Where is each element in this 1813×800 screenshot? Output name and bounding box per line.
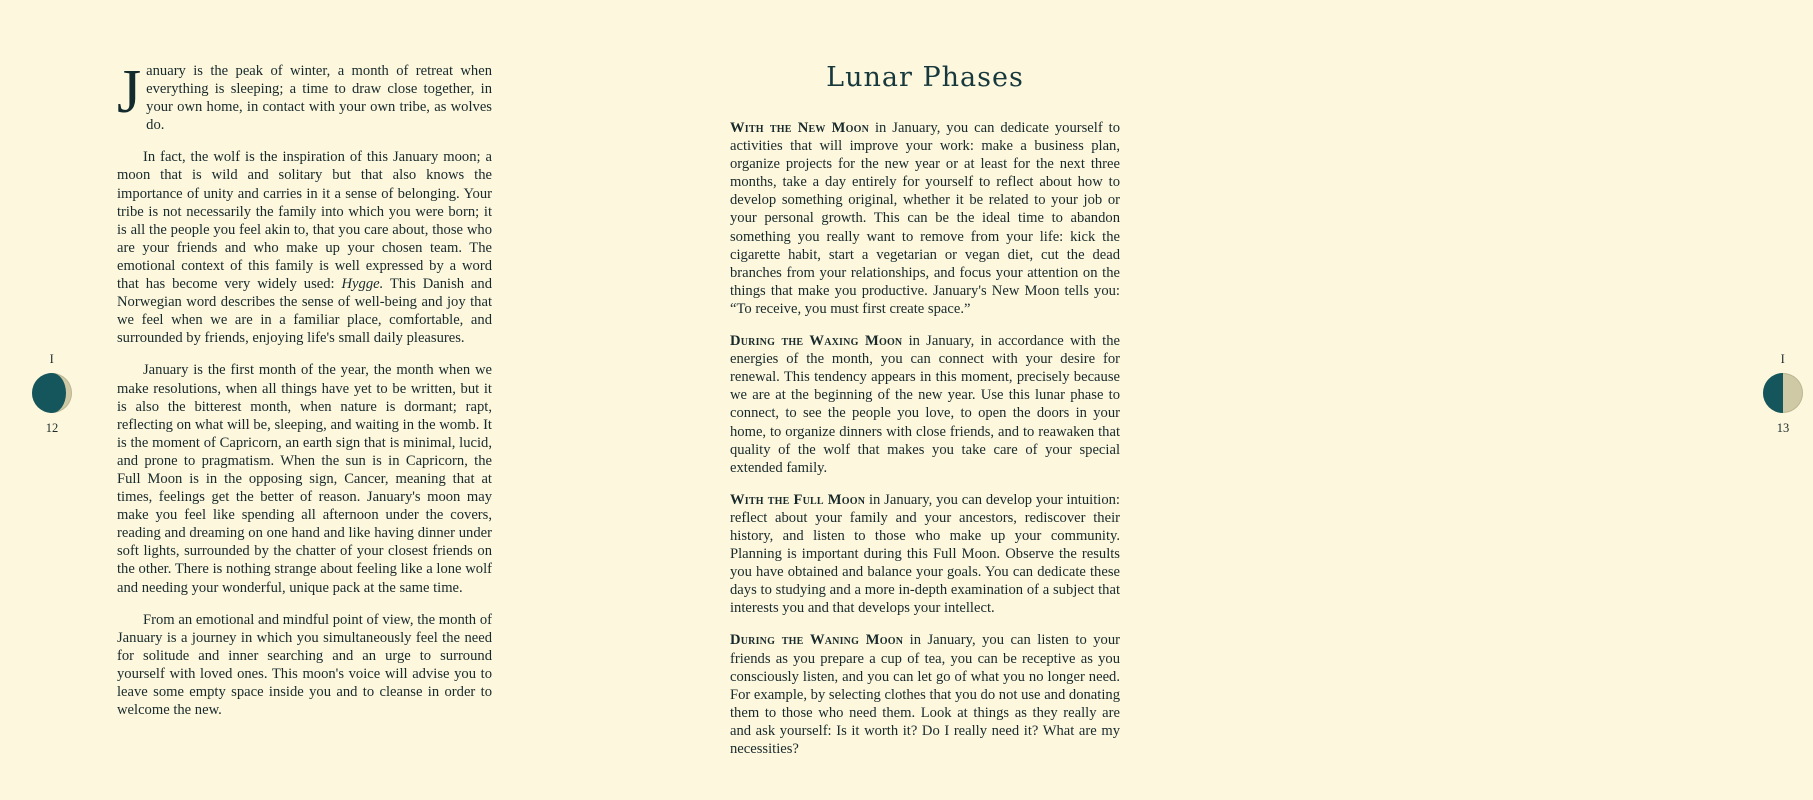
section-waxing-moon-body: in January, in accordance with the energies of the month, you can connect with your desire for renewal. This tendency appears in this moment, precisely because we are at the beginning of the new year. Use this lunar phase to connect, to see the people you love, to open the doors in your home, to organize dinners with close friends, and to reawaken that quality of the wolf that makes you take care of your special extended family. bbox=[730, 333, 1120, 476]
section-new-moon-paragraph bbox=[730, 119, 1120, 318]
section-waning-moon-body: in January, you can listen to your friends as you prepare a cup of tea, you can be receptive as you consciously listen, and you can let go of what you no longer need. For example, by selecting clothes that you do not use and donating them to those who need them. Look at things as they really are and ask yourself: Is it worth it? Do I really need it? What are my necessities? bbox=[730, 632, 1120, 757]
section-full-moon-paragraph bbox=[730, 491, 1120, 618]
section-new-moon-body: in January, you can dedicate yourself to activities that will improve your work: make a business plan, organize projects for the new year or at least for the next three months, take a day entirely for yourself to reflect about how to develop something original, whether it be related to your job or your personal growth. This can be the ideal time to abandon something you really want to remove from your life: kick the cigarette habit, start a vegetarian or vegan diet, cut the dead branches from your relationships, and focus your attention on the things that make you productive. January's New Moon tells you: “To receive, you must first create space.” bbox=[730, 120, 1120, 317]
paragraph-wolf-text-2: This Danish and Norwegian word describes the sense of well-being and joy that we feel when we are in a familiar place, comfortable, and surrounded by friends, enjoying life's small daily pleasures. bbox=[117, 276, 493, 347]
right-page bbox=[612, 0, 1790, 800]
section-full-moon bbox=[730, 491, 1120, 618]
left-text-column bbox=[117, 58, 493, 719]
half-moon-icon bbox=[32, 373, 72, 413]
drop-cap: J bbox=[117, 58, 142, 126]
chapter-roman-numeral: I bbox=[49, 352, 55, 366]
section-full-moon-body: in January, you can develop your intuition: reflect about your family and your ancestors, rediscover their history, and listen to those who make up your community. Planning is important during this Full Moon. Observe the results you have obtained and balance your goals. You can dedicate these days to studying and a more in-depth examination of a subject that interests you and that develops your intellect. bbox=[730, 491, 1120, 617]
paragraph-emotional: From an emotional and mindful point of view, the month of January is a journey in which you simultaneously feel the need for solitude and inner searching and an urge to surround yourself with loved ones. This moon's voice will advise you to leave some empty space inside you and to cleanse in order to welcome the new. bbox=[117, 611, 492, 719]
section-waxing-moon-lead: During the Waxing Moon bbox=[730, 333, 903, 350]
left-page bbox=[0, 0, 612, 800]
section-waning-moon-paragraph bbox=[730, 631, 1120, 758]
paragraph-opening-text: anuary is the peak of winter, a month of retreat when everything is sleeping; a time to draw close together, in your own home, in contact with your own tribe, as wolves do. bbox=[146, 63, 492, 134]
section-new-moon-lead: With the New Moon bbox=[730, 120, 870, 136]
half-moon-icon bbox=[1763, 373, 1803, 413]
page-number-right: 13 bbox=[1776, 421, 1790, 435]
page-title: Lunar Phases bbox=[826, 62, 1024, 93]
right-text-column bbox=[730, 62, 1120, 772]
paragraph-first-month: January is the first month of the year, the month when we make resolutions, when all things have yet to be written, but it is also the bitterest month, when nature is dormant; rapt, reflecting on what will be, sleeping, and waiting in the womb. It is the moment of Capricorn, an earth sign that is minimal, lucid, and prone to pragmatism. When the sun is in Capricorn, the Full Moon is in the opposing sign, Cancer, meaning that at times, feelings get the better of reason. January's moon may make you feel like spending all afternoon under the covers, reading and dreaming on one hand and like having dinner under soft lights, surrounded by the chatter of your closest friends on the other. There is nothing strange about feeling like a lone wolf and needing your wonderful, unique pack at the same time. bbox=[117, 362, 492, 596]
term-hygge: Hygge. bbox=[341, 276, 384, 293]
section-waning-moon-lead: During the Waning Moon bbox=[730, 632, 904, 649]
paragraph-opening bbox=[117, 58, 492, 134]
section-waxing-moon-paragraph bbox=[730, 332, 1120, 477]
page-number-left: 12 bbox=[45, 421, 59, 435]
section-waxing-moon bbox=[730, 332, 1120, 477]
right-page-marginalia bbox=[1753, 352, 1813, 436]
paragraph-wolf bbox=[117, 148, 492, 347]
chapter-roman-numeral-right: I bbox=[1780, 352, 1786, 366]
section-full-moon-lead: With the Full Moon bbox=[730, 491, 866, 508]
section-new-moon bbox=[730, 119, 1120, 318]
section-waning-moon bbox=[730, 631, 1120, 758]
paragraph-wolf-text-1: In fact, the wolf is the inspiration of this January moon; a moon that is wild and solitary but that also knows the importance of unity and carries in it a sense of belonging. Your tribe is not necessarily the family into which you were born; it is all the people you feel akin to, that you care about, those who are your friends and who make up your chosen team. The emotional context of this family is well expressed by a word that has become very widely used: bbox=[117, 149, 492, 293]
left-page-marginalia bbox=[22, 352, 82, 436]
